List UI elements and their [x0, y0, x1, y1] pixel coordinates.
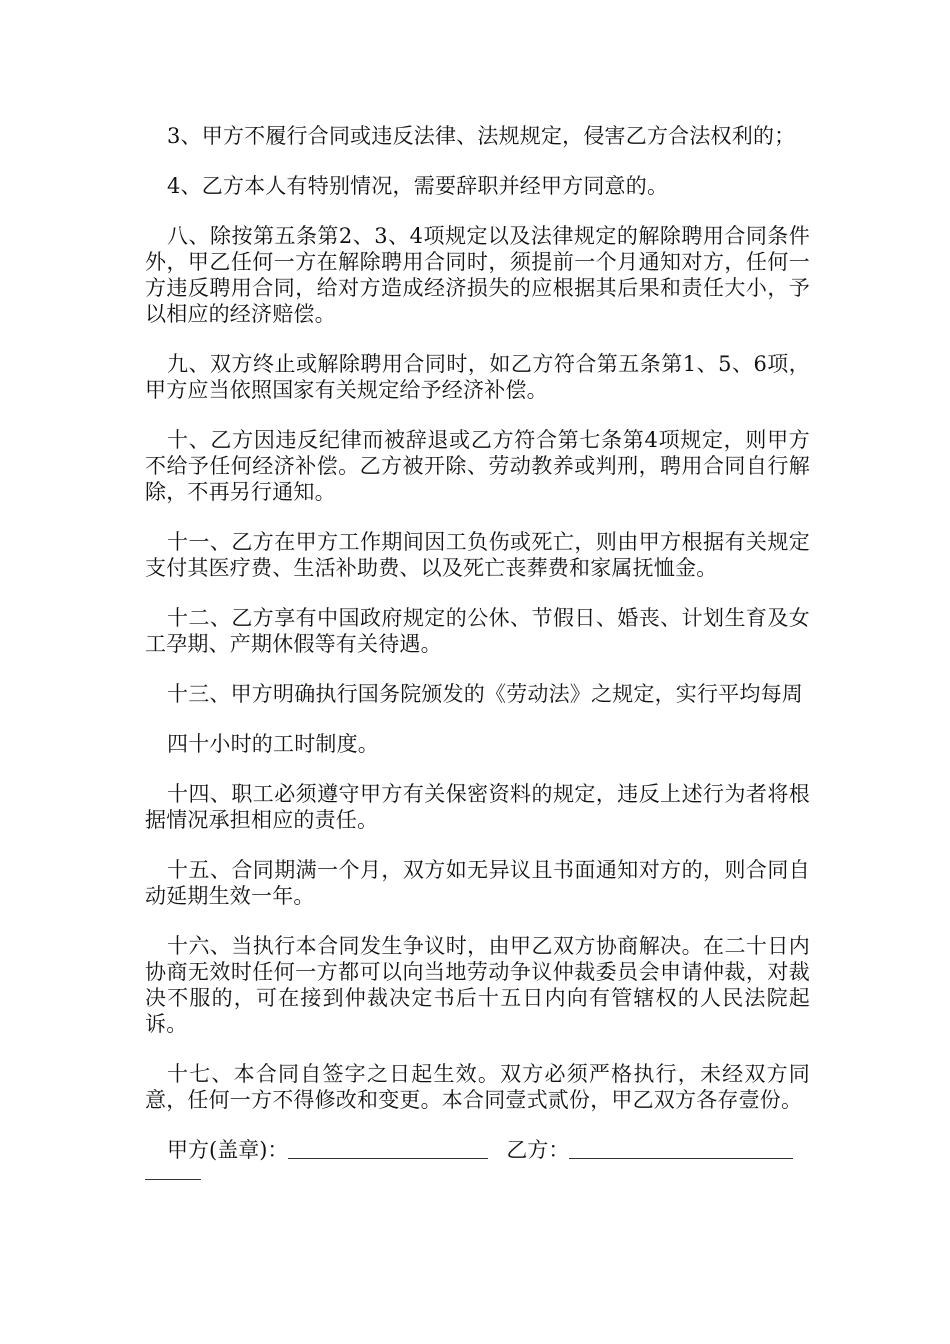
party-b-label: 乙方： — [506, 1138, 570, 1162]
signature-line — [145, 1137, 810, 1163]
clause-15: 十五、合同期满一个月，双方如无异议且书面通知对方的，则合同自动延期生效一年。 — [145, 858, 810, 908]
party-b-signature-blank — [569, 1138, 793, 1159]
clause-11: 十一、乙方在甲方工作期间因工负伤或死亡，则由甲方根据有关规定支付其医疗费、生活补助费、以及死亡丧葬费和家属抚恤金。 — [145, 530, 810, 580]
clause-14: 十四、职工必须遵守甲方有关保密资料的规定，违反上述行为者将根据情况承担相应的责任。 — [145, 782, 810, 832]
party-a-signature-blank — [288, 1138, 488, 1159]
clause-13-continued: 四十小时的工时制度。 — [167, 732, 379, 756]
clause-9: 九、双方终止或解除聘用合同时，如乙方符合第五条第1、5、6项，甲方应当依照国家有关规定给予经济补偿。 — [145, 352, 810, 402]
clause-12: 十二、乙方享有中国政府规定的公休、节假日、婚丧、计划生育及女工孕期、产期休假等有关待遇。 — [145, 606, 810, 656]
signature-blank-continuation — [145, 1163, 201, 1180]
clause-8: 八、除按第五条第2、3、4项规定以及法律规定的解除聘用合同条件外，甲乙任何一方在解除聘用合同时，须提前一个月通知对方，任何一方违反聘用合同，给对方造成经济损失的应根据其后果和责任大小，予以相应的经济赔偿。 — [145, 224, 810, 326]
clause-13: 十三、甲方明确执行国务院颁发的《劳动法》之规定，实行平均每周 — [167, 682, 803, 706]
clause-10: 十、乙方因违反纪律而被辞退或乙方符合第七条第4项规定，则甲方不给予任何经济补偿。乙方被开除、劳动教养或判刑，聘用合同自行解除，不再另行通知。 — [145, 428, 810, 504]
contract-page — [145, 123, 810, 1180]
clause-7-4: 4、乙方本人有特别情况，需要辞职并经甲方同意的。 — [167, 174, 669, 198]
clause-17: 十七、本合同自签字之日起生效。双方必须严格执行，未经双方同意，任何一方不得修改和变更。本合同壹式贰份，甲乙双方各存壹份。 — [145, 1062, 810, 1112]
clause-7-3: 3、甲方不履行合同或违反法律、法规规定，侵害乙方合法权利的； — [167, 124, 796, 148]
clause-16: 十六、当执行本合同发生争议时，由甲乙双方协商解决。在二十日内协商无效时任何一方都可以向当地劳动争议仲裁委员会申请仲裁，对裁决不服的，可在接到仲裁决定书后十五日内向有管辖权的人民法院起诉。 — [145, 934, 810, 1036]
party-a-label: 甲方(盖章)： — [167, 1138, 289, 1162]
